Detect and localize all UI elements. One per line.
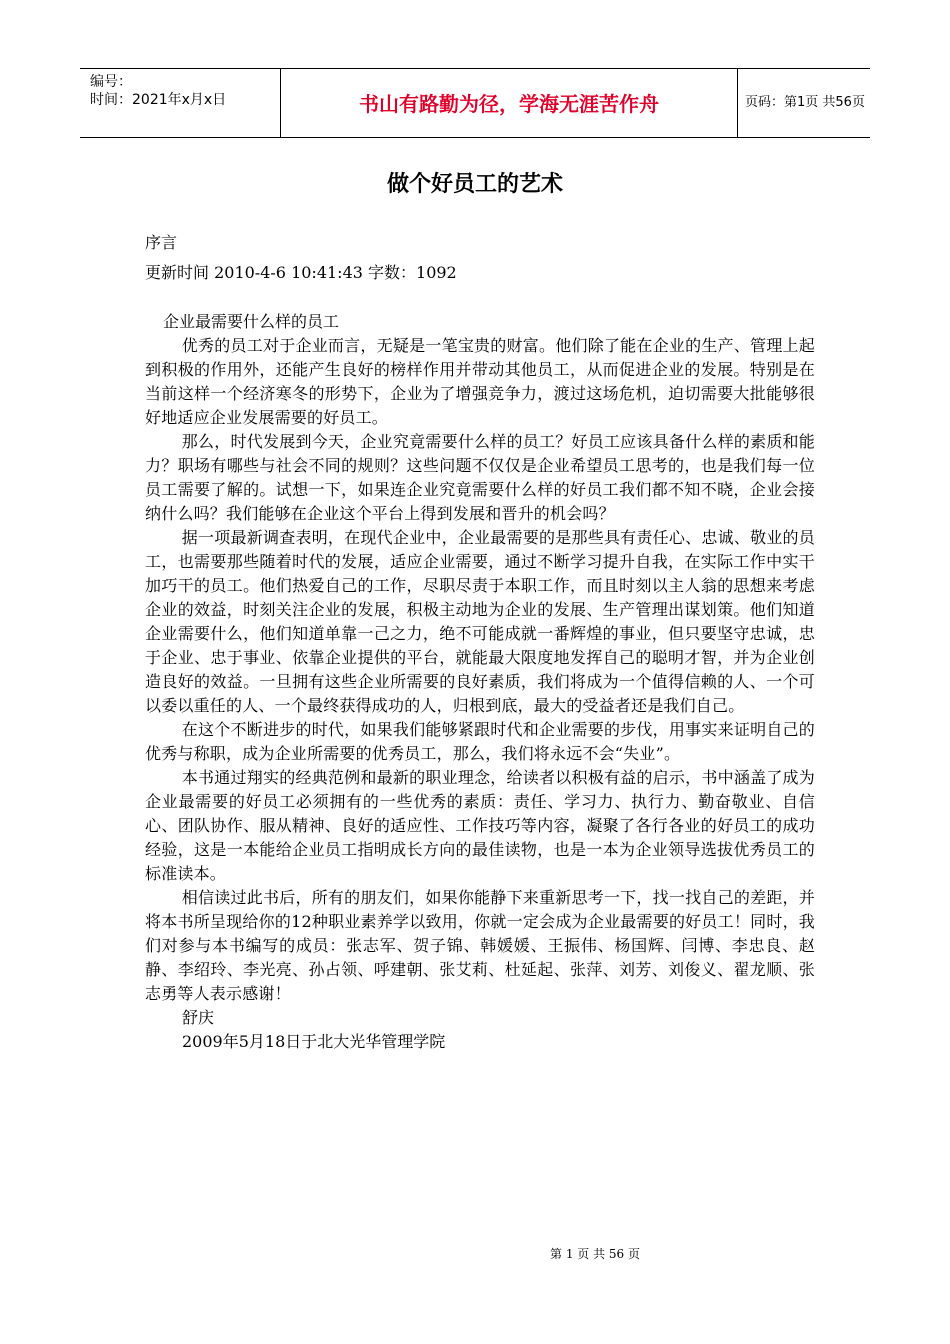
header-motto-cell [280,69,738,137]
document-number-label: 编号： [90,74,132,90]
paragraph: 本书通过翔实的经典范例和最新的职业理念，给读者以积极有益的启示，书中涵盖了成为企业最需要的好员工必须拥有的一些优秀的素质：责任、学习力、执行力、勤奋敬业、自信心、团队协作、服从精神、良好的适应性、工作技巧等内容，凝聚了各行各业的好员工的成功经验，这是一本能给企业员工指明成长方向的最佳读物，也是一本为企业领导选拔优秀员工的标准读本。 [145,768,815,883]
paragraph: 相信读过此书后，所有的朋友们，如果你能静下来重新思考一下，找一找自己的差距，并将本书所呈现给你的12种职业素养学以致用，你就一定会成为企业最需要的好员工！同时，我们对参与本书编写的成员：张志军、贺子锦、韩媛媛、王振伟、杨国辉、闫博、李忠良、赵静、李绍玲、李光亮、孙占领、呼建朝、张艾莉、杜延起、张萍、刘芳、刘俊义、翟龙顺、张志勇等人表示感谢！ [145,888,815,1003]
paragraph: 据一项最新调查表明，在现代企业中，企业最需要的是那些具有责任心、忠诚、敬业的员工，也需要那些随着时代的发展，适应企业需要，通过不断学习提升自我，在实际工作中实干加巧干的员工。他们热爱自己的工作，尽职尽责于本职工作，而且时刻以主人翁的思想来考虑企业的效益，时刻关注企业的发展，积极主动地为企业的发展、生产管理出谋划策。他们知道企业需要什么，他们知道单靠一己之力，绝不可能成就一番辉煌的事业，但只要坚守忠诚，忠于企业、忠于事业、依靠企业提供的平台，就能最大限度地发挥自己的聪明才智，并为企业创造良好的效益。一旦拥有这些企业所需要的良好素质，我们将成为一个值得信赖的人、一个可以委以重任的人、一个最终获得成功的人，归根到底，最大的受益者还是我们自己。 [145,528,815,715]
section-heading: 企业最需要什么样的员工 [163,312,340,331]
section-label: 序言 [145,233,178,252]
document-body [145,228,815,1054]
paragraph: 在这个不断进步的时代，如果我们能够紧跟时代和企业需要的步伐，用事实来证明自己的优秀与称职，成为企业所需要的优秀员工，那么，我们将永远不会“失业”。 [145,720,815,763]
paragraph: 优秀的员工对于企业而言，无疑是一笔宝贵的财富。他们除了能在企业的生产、管理上起到积极的作用外，还能产生良好的榜样作用并带动其他员工，从而促进企业的发展。特别是在当前这样一个经济寒冬的形势下，企业为了增强竞争力，渡过这场危机，迫切需要大批能够很好地适应企业发展需要的好员工。 [145,336,815,427]
header-motto: 书山有路勤为径，学海无涯苦作舟 [359,92,659,116]
paragraph: 那么，时代发展到今天，企业究竟需要什么样的员工？好员工应该具备什么样的素质和能力？职场有哪些与社会不同的规则？这些问题不仅仅是企业希望员工思考的，也是我们每一位员工需要了解的。试想一下，如果连企业究竟需要什么样的好员工我们都不知不晓，企业会接纳什么吗？我们能够在企业这个平台上得到发展和晋升的机会吗？ [145,432,815,523]
spacer [145,288,815,310]
document-time-label: 时间：2021年x月x日 [90,92,227,108]
header-page-info: 页码：第1页 共56页 [745,95,865,110]
signature-author: 舒庆 [182,1008,215,1027]
page-footer: 第 1 页 共 56 页 [550,1247,640,1261]
update-info: 更新时间 2010-4-6 10:41:43 字数：1092 [145,263,457,282]
header-left-cell [80,69,280,137]
header-page-cell [737,69,870,137]
document-title: 做个好员工的艺术 [386,172,563,197]
signature-date: 2009年5月18日于北大光华管理学院 [182,1032,446,1051]
page-header-table [80,68,870,138]
